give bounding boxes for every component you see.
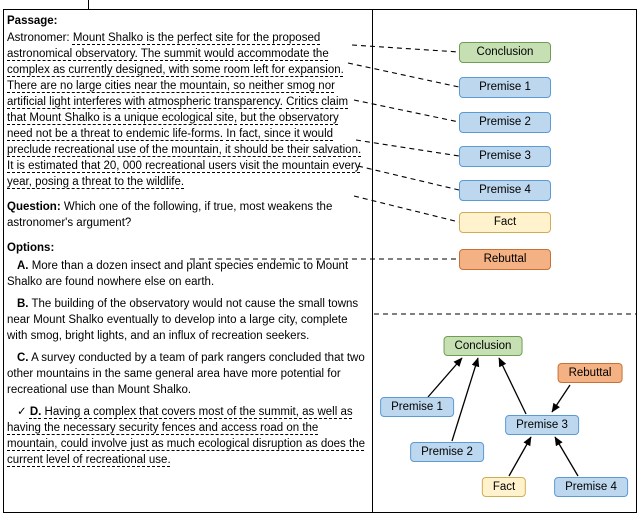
label-premise-1: Premise 1 <box>459 77 551 98</box>
option-b-letter: B. <box>17 298 29 310</box>
label-rebuttal: Rebuttal <box>459 249 551 270</box>
correct-answer-checkmark: ✓ <box>17 406 27 418</box>
graph-node-premise-1: Premise 1 <box>380 397 454 417</box>
label-premise-3: Premise 3 <box>459 146 551 167</box>
segment-rebuttal: Critics claim that Mount Shalko is a unique ecological site, <box>7 96 349 124</box>
graph-node-premise-4: Premise 4 <box>554 477 628 497</box>
label-fact: Fact <box>459 212 551 233</box>
graph-node-rebuttal: Rebuttal <box>558 363 623 383</box>
segment-premise-1: The summit would accommodate the complex as currently designed, with some room left for expansion. <box>7 48 344 76</box>
label-premise-4: Premise 4 <box>459 180 551 201</box>
passage-text <box>7 30 367 190</box>
segment-conclusion: Mount Shalko is the perfect site for the proposed astronomical observatory. <box>7 32 321 60</box>
question-body: Which one of the following, if true, most weakens the astronomer's argument? <box>7 201 333 229</box>
segment-fact: It is estimated that 20, 000 recreational users visit the mountain every year, posing a threat to the wildlife. <box>7 160 361 188</box>
option-c <box>7 350 367 398</box>
option-d-letter: D. <box>29 406 42 418</box>
graph-node-conclusion: Conclusion <box>444 336 523 356</box>
option-d <box>7 404 367 468</box>
graph-node-premise-2: Premise 2 <box>410 442 484 462</box>
question-text <box>7 199 367 231</box>
segment-premise-4: In fact, since it would preclude recreational use of the mountain, it should be their salvation. <box>7 128 362 156</box>
passage-heading: Passage: <box>7 15 58 27</box>
segment-premise-3: but the observatory need not be a threat to endemic life-forms. <box>7 112 339 140</box>
option-b <box>7 296 367 344</box>
label-premise-2: Premise 2 <box>459 112 551 133</box>
option-c-letter: C. <box>17 352 29 364</box>
graph-node-premise-3: Premise 3 <box>505 415 579 435</box>
column-divider <box>372 9 373 513</box>
option-a-letter: A. <box>17 260 29 272</box>
option-c-text: A survey conducted by a team of park rangers concluded that two other mountains in the same general area have more potential for recreational use than Mount Shalko. <box>7 352 365 396</box>
option-a-text: More than a dozen insect and plant species endemic to Mount Shalko are found nowhere else on earth. <box>7 260 349 288</box>
option-a <box>7 258 367 290</box>
options-heading: Options: <box>7 242 55 254</box>
segment-premise-2: There are no large cities near the mountain, so neither smog nor artificial light interferes with atmospheric transparency. <box>7 80 335 108</box>
option-b-text: The building of the observatory would not cause the small towns near Mount Shalko eventually to develop into a large city, complete with smog, bright lights, and an influx of recreation seekers. <box>7 298 359 342</box>
left-text-column <box>7 13 367 474</box>
top-edge-stub <box>88 0 89 10</box>
option-d-text: Having a complex that covers most of the summit, as well as having the necessary security fences and access road on the mountain, could involve just as much ecological disruption as does the current level of recreational use. <box>7 406 365 466</box>
question-heading: Question: <box>7 201 61 213</box>
label-conclusion: Conclusion <box>459 42 551 63</box>
graph-node-fact: Fact <box>482 477 526 497</box>
speaker-label: Astronomer: <box>7 32 70 44</box>
